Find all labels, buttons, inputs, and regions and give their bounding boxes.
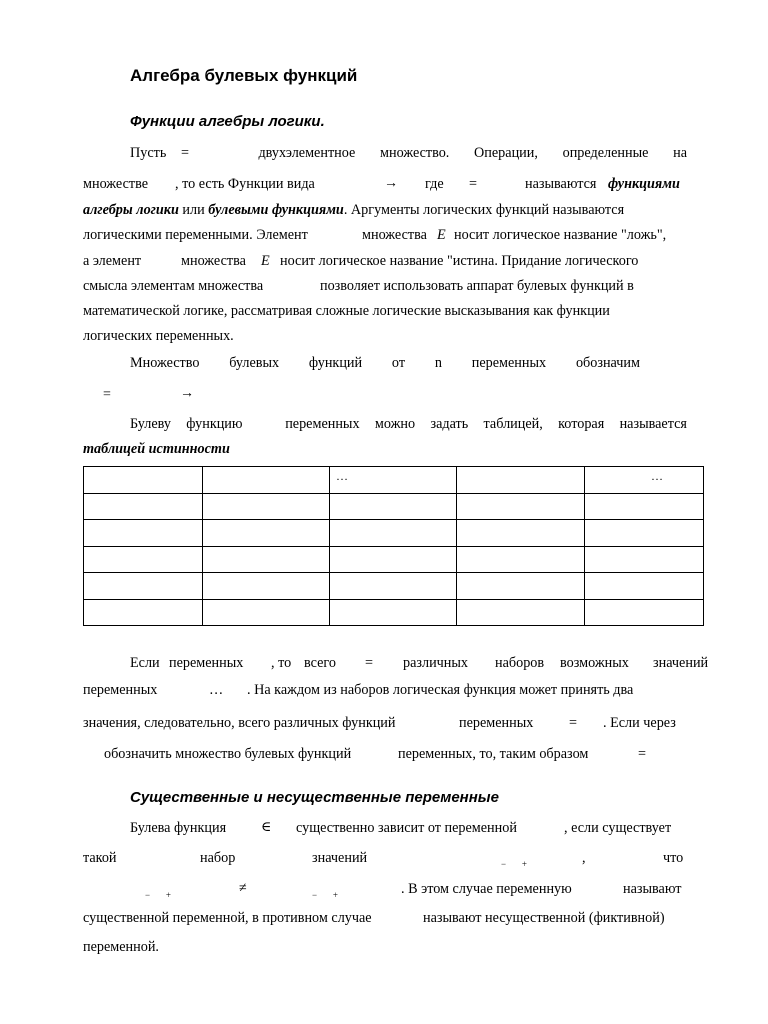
table-cell [84, 599, 203, 626]
truth-table [83, 466, 704, 626]
table-cell [457, 573, 585, 600]
para1-line8: логических переменных. [83, 328, 234, 344]
table-cell [330, 546, 457, 573]
table-row [84, 493, 704, 520]
table-cell [84, 493, 203, 520]
table-cell [203, 573, 330, 600]
table-cell [203, 493, 330, 520]
s2-line5: переменной. [83, 939, 159, 955]
table-row [84, 467, 704, 494]
para3-line2: таблицей истинности [83, 441, 230, 457]
para3-line1: Булеву функцию переменных можно задать таблицей, которая называется [130, 416, 687, 432]
table-cell [203, 546, 330, 573]
table-cell [203, 467, 330, 494]
table-cell [84, 467, 203, 494]
section-heading-functions: Функции алгебры логики. [130, 113, 325, 130]
para2-eq: = [103, 387, 111, 402]
table-row [84, 546, 704, 573]
table-cell [330, 493, 457, 520]
table-cell [203, 520, 330, 547]
subscript-minus-plus: − + [501, 859, 527, 869]
subscript-minus-plus: − + [312, 890, 338, 900]
table-row [84, 599, 704, 626]
subscript-minus-plus: − + [145, 890, 171, 900]
table-cell [84, 546, 203, 573]
table-cell [457, 546, 585, 573]
table-cell [457, 467, 585, 494]
table-row [84, 573, 704, 600]
table-row [84, 520, 704, 547]
table-cell [330, 467, 457, 494]
para1-line3: алгебры логики или булевыми функциями. Аргументы логических функций называются [83, 202, 625, 218]
table-cell [84, 520, 203, 547]
ellipsis-1: … [336, 469, 348, 483]
table-cell [84, 573, 203, 600]
para1-line7: математической логике, рассматривая сложные логические высказывания как функции [83, 303, 610, 319]
table-cell [330, 599, 457, 626]
section-heading-essential-variables: Существенные и несущественные переменные [130, 789, 499, 806]
table-cell [585, 467, 704, 494]
table-cell [330, 520, 457, 547]
table-cell [585, 573, 704, 600]
table-cell [585, 546, 704, 573]
table-cell [457, 599, 585, 626]
table-cell [585, 599, 704, 626]
table-cell [457, 493, 585, 520]
para2-arrow: → [180, 386, 194, 401]
table-cell [585, 493, 704, 520]
page-title: Алгебра булевых функций [130, 66, 358, 85]
table-cell [585, 520, 704, 547]
ellipsis-2: … [651, 469, 663, 483]
table-cell [330, 573, 457, 600]
para2-line1: Множество булевых функций от n переменных обозначим [130, 355, 640, 371]
table-cell [203, 599, 330, 626]
table-cell [457, 520, 585, 547]
para1-line1: Пусть = двухэлементное множество. Операции, определенные на [130, 145, 687, 161]
